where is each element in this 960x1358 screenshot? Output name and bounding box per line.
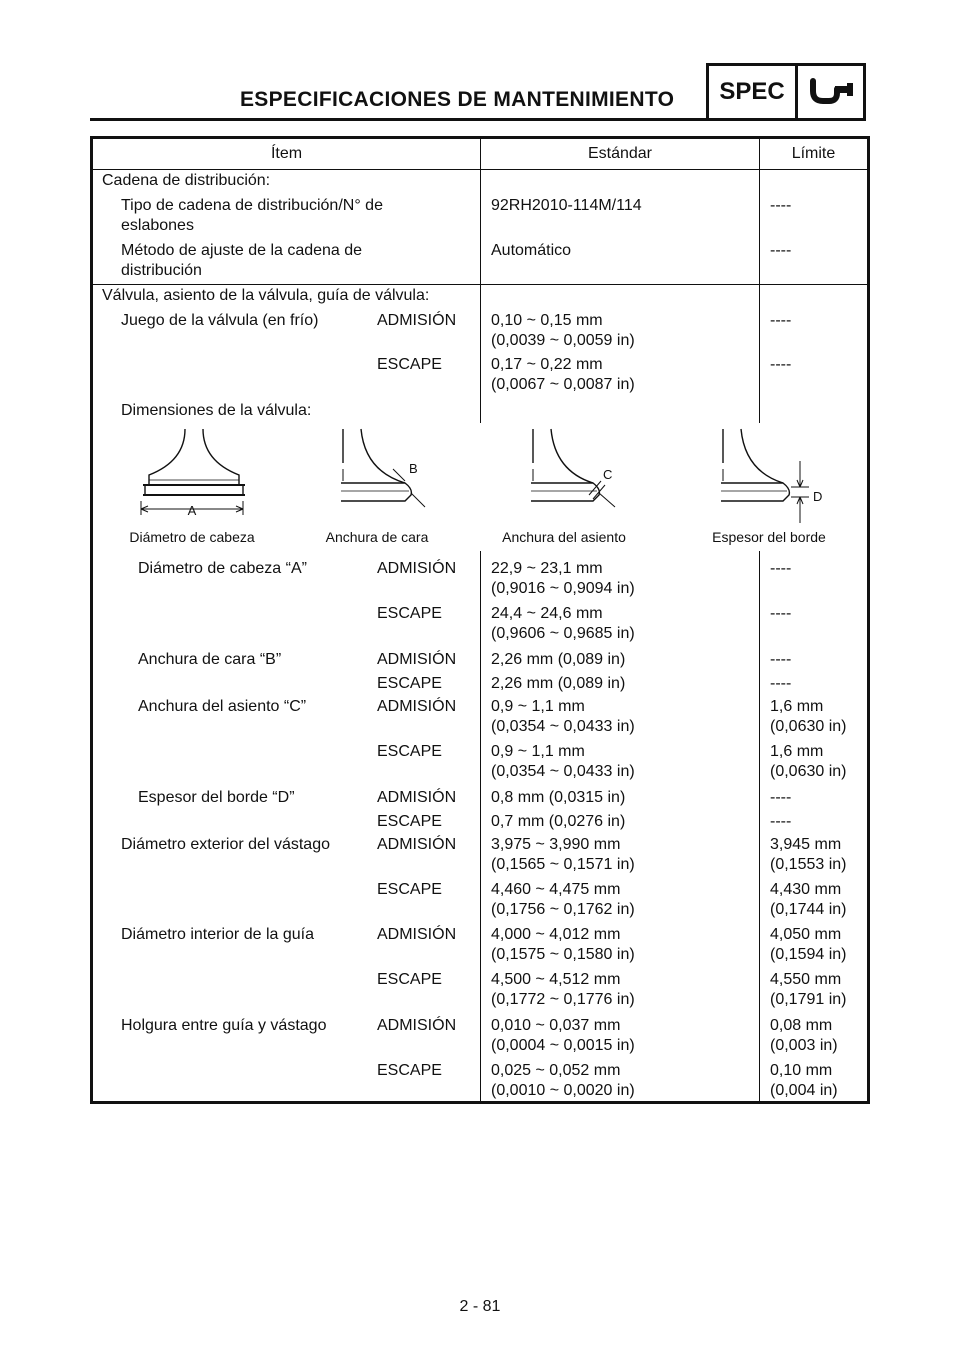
spec-badge: [706, 63, 866, 121]
spec-port: ESCAPE: [377, 743, 442, 760]
spec-port: ADMISIÓN: [377, 1017, 457, 1034]
spec-limit-imperial: (0,0630 in): [770, 718, 847, 735]
spec-table: [90, 136, 870, 1104]
spec-item-label: Anchura de cara “B”: [138, 651, 282, 668]
valve-margin-thickness-diagram: [721, 429, 809, 523]
spec-standard: 0,9 ~ 1,1 mm: [491, 698, 585, 715]
spec-standard-imperial: (0,0354 ~ 0,0433 in): [491, 718, 635, 735]
clearance-port-exhaust: ESCAPE: [377, 356, 442, 373]
spec-limit: 4,430 mm: [770, 881, 842, 898]
spec-limit: ----: [770, 651, 792, 668]
spec-port: ESCAPE: [377, 813, 442, 830]
spec-limit-imperial: (0,1791 in): [770, 991, 847, 1008]
clearance-port-intake: ADMISIÓN: [377, 312, 457, 329]
spec-item-label: Diámetro interior de la guía: [121, 926, 314, 943]
figure-caption-margin-thickness: Espesor del borde: [712, 529, 826, 545]
clearance-exhaust-limit: ----: [770, 356, 792, 373]
figure-label-a: A: [187, 503, 197, 518]
spec-standard-imperial: (0,1772 ~ 0,1776 in): [491, 991, 635, 1008]
spec-item-label: Diámetro de cabeza “A”: [138, 560, 307, 577]
clearance-exhaust-standard-1: 0,17 ~ 0,22 mm: [491, 356, 603, 373]
spec-standard-imperial: (0,9016 ~ 0,9094 in): [491, 580, 635, 597]
spec-item-label: Anchura del asiento “C”: [138, 698, 307, 715]
clearance-exhaust-standard-2: (0,0067 ~ 0,0087 in): [491, 376, 635, 393]
valve-figures: [93, 423, 867, 551]
figure-label-d: D: [813, 489, 823, 504]
spec-standard: 4,000 ~ 4,012 mm: [491, 926, 621, 943]
valve-dimensions-title: Dimensiones de la válvula:: [121, 402, 312, 419]
chain-adjust-standard: Automático: [491, 242, 572, 259]
spec-limit-imperial: (0,004 in): [770, 1082, 838, 1099]
spec-limit-imperial: (0,1553 in): [770, 856, 847, 873]
spec-standard: 22,9 ~ 23,1 mm: [491, 560, 603, 577]
spec-limit: 0,10 mm: [770, 1062, 833, 1079]
spec-limit: ----: [770, 789, 792, 806]
spec-limit: 1,6 mm: [770, 698, 824, 715]
chain-adjust-limit: ----: [770, 242, 792, 259]
page-title: ESPECIFICACIONES DE MANTENIMIENTO: [240, 88, 675, 111]
spec-limit-imperial: (0,003 in): [770, 1037, 838, 1054]
col-header-standard: Estándar: [587, 145, 653, 162]
spec-port: ESCAPE: [377, 971, 442, 988]
section-title-chain: Cadena de distribución:: [102, 172, 271, 189]
figure-label-b: B: [409, 461, 418, 476]
spec-port: ADMISIÓN: [377, 789, 457, 806]
spec-port: ADMISIÓN: [377, 651, 457, 668]
chain-type-label-line1: Tipo de cadena de distribución/N° de: [121, 197, 383, 214]
figure-caption-head-diameter: Diámetro de cabeza: [129, 529, 255, 545]
section-title-valve: Válvula, asiento de la válvula, guía de válvula:: [102, 287, 430, 304]
spec-standard-imperial: (0,0354 ~ 0,0433 in): [491, 763, 635, 780]
spec-limit: 0,08 mm: [770, 1017, 833, 1034]
spec-limit-imperial: (0,1744 in): [770, 901, 847, 918]
clearance-intake-standard-1: 0,10 ~ 0,15 mm: [491, 312, 603, 329]
spec-port: ADMISIÓN: [377, 926, 457, 943]
spec-item-label: Diámetro exterior del vástago: [121, 836, 330, 853]
spec-standard: 3,975 ~ 3,990 mm: [491, 836, 621, 853]
spec-port: ADMISIÓN: [377, 560, 457, 577]
spec-standard: 0,8 mm (0,0315 in): [491, 789, 626, 806]
clearance-intake-standard-2: (0,0039 ~ 0,0059 in): [491, 332, 635, 349]
spec-limit: 1,6 mm: [770, 743, 824, 760]
wrench-icon: [798, 66, 863, 118]
spec-standard: 0,9 ~ 1,1 mm: [491, 743, 585, 760]
chain-type-standard: 92RH2010-114M/114: [491, 197, 642, 214]
spec-limit: 3,945 mm: [770, 836, 842, 853]
figure-caption-face-width: Anchura de cara: [325, 529, 429, 545]
spec-standard: 4,460 ~ 4,475 mm: [491, 881, 621, 898]
spec-standard: 0,025 ~ 0,052 mm: [491, 1062, 621, 1079]
spec-limit-imperial: (0,0630 in): [770, 763, 847, 780]
spec-limit-imperial: (0,1594 in): [770, 946, 847, 963]
spec-port: ESCAPE: [377, 675, 442, 692]
spec-item-label: Holgura entre guía y vástago: [121, 1017, 327, 1034]
spec-limit: ----: [770, 560, 792, 577]
spec-standard-imperial: (0,1756 ~ 0,1762 in): [491, 901, 635, 918]
spec-standard: 24,4 ~ 24,6 mm: [491, 605, 603, 622]
header-divider: [93, 169, 867, 170]
spec-standard-imperial: (0,0004 ~ 0,0015 in): [491, 1037, 635, 1054]
header-rule: [90, 118, 706, 121]
chain-type-label-line2: eslabones: [121, 217, 194, 234]
spec-port: ESCAPE: [377, 605, 442, 622]
chain-type-limit: ----: [770, 197, 792, 214]
clearance-intake-limit: ----: [770, 312, 792, 329]
col-header-item: Ítem: [270, 145, 303, 162]
spec-port: ADMISIÓN: [377, 698, 457, 715]
spec-standard-imperial: (0,1575 ~ 0,1580 in): [491, 946, 635, 963]
figure-label-c: C: [603, 467, 613, 482]
spec-standard-imperial: (0,0010 ~ 0,0020 in): [491, 1082, 635, 1099]
spec-limit: ----: [770, 605, 792, 622]
spec-standard: 0,7 mm (0,0276 in): [491, 813, 626, 830]
spec-item-label: Espesor del borde “D”: [138, 789, 295, 806]
chain-adjust-label-line2: distribución: [121, 262, 202, 279]
spec-badge-label: SPEC: [709, 66, 798, 118]
spec-port: ESCAPE: [377, 881, 442, 898]
col-header-limit: Límite: [791, 145, 836, 162]
page-number: 2 - 81: [459, 1298, 501, 1315]
section-divider: [93, 284, 867, 285]
spec-limit: ----: [770, 675, 792, 692]
spec-limit: 4,050 mm: [770, 926, 842, 943]
spec-standard: 2,26 mm (0,089 in): [491, 651, 626, 668]
spec-limit: ----: [770, 813, 792, 830]
spec-port: ESCAPE: [377, 1062, 442, 1079]
spec-standard-imperial: (0,1565 ~ 0,1571 in): [491, 856, 635, 873]
spec-port: ADMISIÓN: [377, 836, 457, 853]
spec-standard: 2,26 mm (0,089 in): [491, 675, 626, 692]
spec-standard: 4,500 ~ 4,512 mm: [491, 971, 621, 988]
spec-limit: 4,550 mm: [770, 971, 842, 988]
spec-standard: 0,010 ~ 0,037 mm: [491, 1017, 621, 1034]
chain-adjust-label-line1: Método de ajuste de la cadena de: [121, 242, 363, 259]
valve-clearance-label: Juego de la válvula (en frío): [121, 312, 319, 329]
spec-standard-imperial: (0,9606 ~ 0,9685 in): [491, 625, 635, 642]
figure-caption-seat-width: Anchura del asiento: [502, 529, 626, 545]
